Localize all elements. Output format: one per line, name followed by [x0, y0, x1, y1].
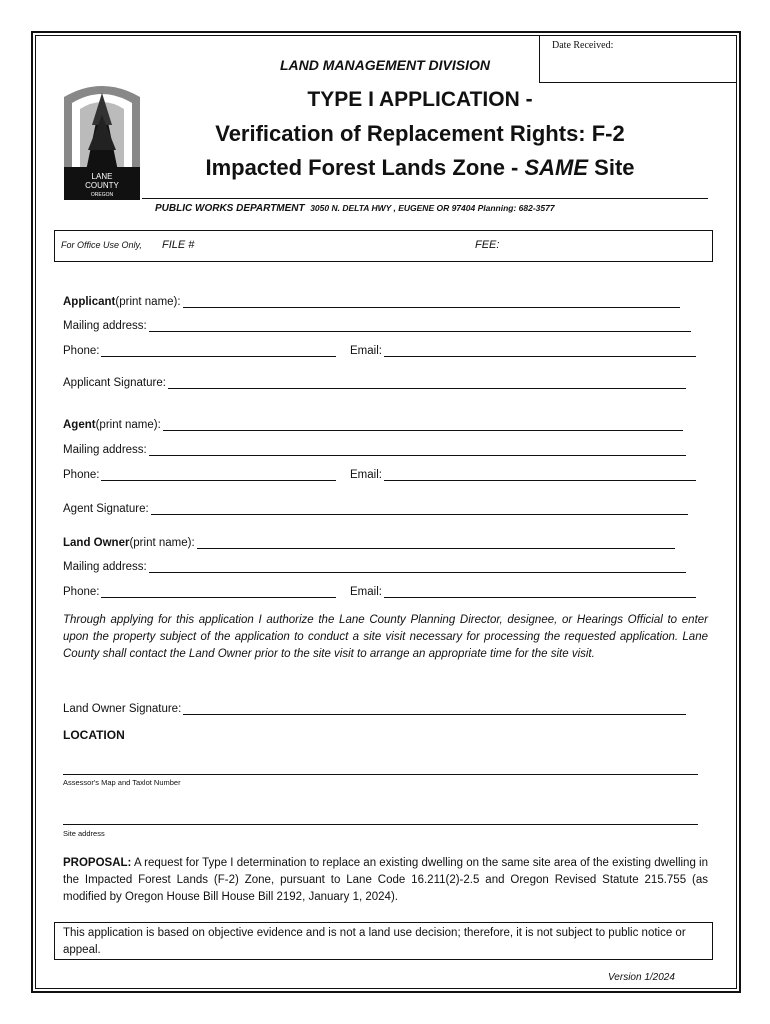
agent-label: Agent	[63, 419, 96, 431]
title-line-3-suffix: Site	[588, 155, 635, 180]
agent-signature-line[interactable]	[151, 503, 688, 515]
applicant-signature-line[interactable]	[168, 377, 686, 389]
owner-name-label: (print name):	[129, 537, 195, 549]
applicant-email-line[interactable]	[384, 345, 696, 357]
agent-mailing-label: Mailing address:	[63, 444, 147, 456]
applicant-mailing-field[interactable]	[63, 320, 691, 332]
logo-text-3: OREGON	[90, 192, 114, 198]
owner-label: Land Owner	[63, 537, 130, 549]
owner-mailing-field[interactable]	[63, 561, 686, 573]
applicant-mailing-label: Mailing address:	[63, 320, 147, 332]
location-heading: LOCATION	[63, 728, 125, 742]
logo-text-2: COUNTY	[85, 181, 119, 190]
lane-county-logo	[62, 75, 142, 200]
applicant-name-field[interactable]	[63, 296, 680, 308]
agent-phone-field[interactable]	[63, 469, 336, 481]
agent-name-field[interactable]	[63, 419, 683, 431]
notice-box	[54, 922, 713, 960]
agent-signature-field[interactable]	[63, 503, 688, 515]
agent-phone-label: Phone:	[63, 469, 100, 481]
owner-mailing-line[interactable]	[149, 561, 686, 573]
logo-text-1: LANE	[91, 172, 113, 181]
agent-mailing-field[interactable]	[63, 444, 686, 456]
agent-mailing-line[interactable]	[149, 444, 686, 456]
map-taxlot-label: Assessor's Map and Taxlot Number	[63, 778, 181, 787]
applicant-signature-field[interactable]	[63, 377, 686, 389]
owner-email-line[interactable]	[384, 586, 696, 598]
department-name: PUBLIC WORKS DEPARTMENT	[155, 203, 305, 214]
owner-signature-line[interactable]	[183, 703, 686, 715]
applicant-phone-line[interactable]	[101, 345, 336, 357]
file-number-label: FILE #	[162, 239, 195, 251]
agent-email-line[interactable]	[384, 469, 696, 481]
title-line-1: TYPE I APPLICATION -	[307, 88, 533, 111]
applicant-email-label: Email:	[350, 345, 382, 357]
applicant-mailing-line[interactable]	[149, 320, 691, 332]
proposal-paragraph	[63, 855, 708, 906]
owner-name-line[interactable]	[197, 537, 675, 549]
agent-phone-line[interactable]	[101, 469, 336, 481]
owner-phone-label: Phone:	[63, 586, 100, 598]
owner-phone-line[interactable]	[101, 586, 336, 598]
title-line-3	[140, 155, 700, 181]
division-name: LAND MANAGEMENT DIVISION	[280, 57, 490, 73]
title-line-3-emphasis: SAME	[524, 155, 589, 180]
title-line-2: Verification of Replacement Rights: F-2	[215, 121, 625, 146]
owner-signature-label: Land Owner Signature:	[63, 703, 182, 715]
agent-email-label: Email:	[350, 469, 382, 481]
authorization-paragraph: Through applying for this application I authorize the Lane County Planning Director, designee, or Hearings Official to enter upon the property subject of the application to conduct a site visit necessary for processing the requested application. Lane County shall contact the Land Owner prior to the site visit to arrange an appropriate time for the site visit.	[63, 614, 708, 660]
agent-email-field[interactable]	[350, 469, 696, 481]
office-use-label: For Office Use Only,	[61, 240, 142, 250]
version-label: Version 1/2024	[608, 972, 675, 983]
map-taxlot-line[interactable]	[63, 774, 698, 775]
fee-label: FEE:	[475, 239, 500, 251]
owner-mailing-label: Mailing address:	[63, 561, 147, 573]
applicant-label: Applicant	[63, 296, 116, 308]
site-address-label: Site address	[63, 829, 105, 838]
applicant-email-field[interactable]	[350, 345, 696, 357]
notice-text: This application is based on objective evidence and is not a land use decision; therefore, it is not subject to public notice or appeal.	[63, 927, 686, 956]
proposal-label: PROPOSAL:	[63, 857, 132, 869]
department-line	[155, 203, 555, 214]
department-address: 3050 N. DELTA HWY , EUGENE OR 97404 Planning: 682-3577	[310, 203, 555, 213]
owner-email-label: Email:	[350, 586, 382, 598]
owner-signature-field[interactable]	[63, 703, 686, 715]
agent-name-line[interactable]	[163, 419, 683, 431]
title-line-3-prefix: Impacted Forest Lands Zone -	[205, 155, 525, 180]
agent-name-label: (print name):	[95, 419, 161, 431]
site-address-line[interactable]	[63, 824, 698, 825]
applicant-phone-field[interactable]	[63, 345, 336, 357]
applicant-name-line[interactable]	[183, 296, 680, 308]
agent-signature-label: Agent Signature:	[63, 503, 149, 515]
date-received-label: Date Received:	[552, 40, 614, 51]
proposal-text: A request for Type I determination to replace an existing dwelling on the same site area of the existing dwelling in the Impacted Forest Lands (F-2) Zone, pursuant to Lane Code 16.211(2)-2.5 and Oregon Revised Statute 215.755 (as modified by Oregon House Bill House Bill 2192, January 1, 2024).	[63, 857, 708, 903]
office-use-box	[54, 230, 713, 262]
header-rule	[142, 198, 708, 199]
applicant-signature-label: Applicant Signature:	[63, 377, 166, 389]
owner-name-field[interactable]	[63, 537, 675, 549]
owner-phone-field[interactable]	[63, 586, 336, 598]
applicant-name-label: (print name):	[115, 296, 181, 308]
owner-email-field[interactable]	[350, 586, 696, 598]
applicant-phone-label: Phone:	[63, 345, 100, 357]
